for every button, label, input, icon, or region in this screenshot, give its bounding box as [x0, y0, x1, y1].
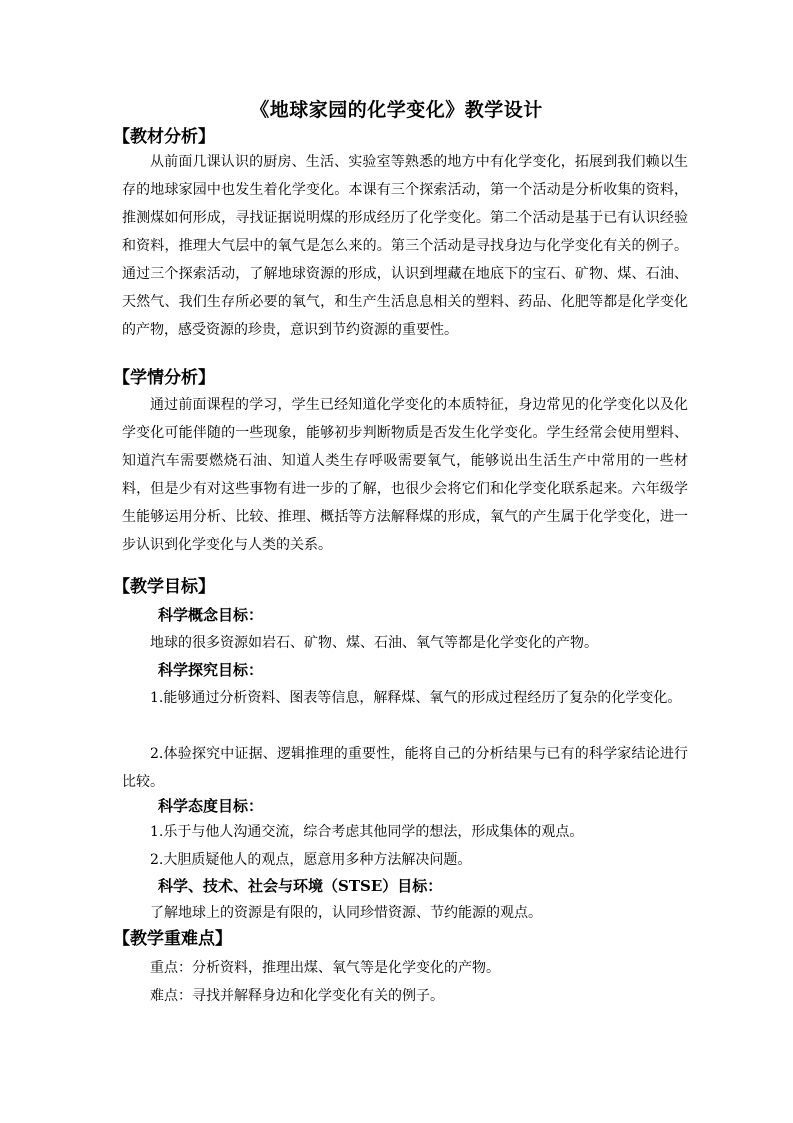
section-heading-student-analysis: 【学情分析】	[113, 368, 215, 388]
section-heading-textbook-analysis: 【教材分析】	[113, 127, 215, 147]
attitude-goal-heading: 科学态度目标：	[158, 797, 264, 815]
stse-goal-heading: 科学、技术、社会与环境（STSE）目标：	[158, 877, 443, 895]
inquiry-goal-item-2: 2.体验探究中证据、逻辑推理的重要性，能将自己的分析结果与已有的科学家结论进行比较。	[122, 746, 688, 790]
section-heading-teaching-goals: 【教学目标】	[113, 577, 215, 597]
attitude-goal-item-1: 1.乐于与他人沟通交流，综合考虑其他同学的想法，形成集体的观点。	[150, 824, 584, 840]
stse-goal-text: 了解地球上的资源是有限的，认同珍惜资源、节约能源的观点。	[150, 905, 542, 921]
student-analysis-paragraph: 通过前面课程的学习，学生已经知道化学变化的本质特征，身边常见的化学变化以及化学变化可能伴随的一些现象，能够初步判断物质是否发生化学变化。学生经常会使用塑料、知道汽车需要燃烧石油、知道人类生存呼吸需要氧气，能够说出生活生产中常用的一些材料，但是少有对这些事物有进一步的了解，也很少会将它们和化学变化联系起来。六年级学生能够运用分析、比较、推理、概括等方法解释煤的形成，氧气的产生属于化学变化，进一步认识到化学变化与人类的关系。	[122, 397, 688, 553]
attitude-goal-item-2: 2.大胆质疑他人的观点，愿意用多种方法解决问题。	[150, 852, 472, 868]
inquiry-goal-item-1: 1.能够通过分析资料、图表等信息，解释煤、氧气的形成过程经历了复杂的化学变化。	[150, 690, 682, 706]
concept-goal-text: 地球的很多资源如岩石、矿物、煤、石油、氧气等都是化学变化的产物。	[150, 635, 598, 651]
document-title: 《地球家园的化学变化》教学设计	[250, 99, 543, 121]
section-heading-key-points: 【教学重难点】	[113, 929, 232, 949]
inquiry-goal-heading: 科学探究目标：	[158, 661, 264, 679]
key-point-text: 重点：分析资料，推理出煤、氧气等是化学变化的产物。	[150, 960, 500, 976]
difficult-point-text: 难点：寻找并解释身边和化学变化有关的例子。	[150, 988, 444, 1004]
concept-goal-heading: 科学概念目标：	[158, 606, 264, 624]
textbook-analysis-paragraph: 从前面几课认识的厨房、生活、实验室等熟悉的地方中有化学变化，拓展到我们赖以生存的地球家园中也发生着化学变化。本课有三个探索活动，第一个活动是分析收集的资料，推测煤如何形成，寻找证据说明煤的形成经历了化学变化。第二个活动是基于已有认识经验和资料，推理大气层中的氧气是怎么来的。第三个活动是寻找身边与化学变化有关的例子。通过三个探索活动，了解地球资源的形成，认识到埋藏在地底下的宝石、矿物、煤、石油、天然气、我们生存所必要的氧气，和生产生活息息相关的塑料、药品、化肥等都是化学变化的产物，感受资源的珍贵，意识到节约资源的重要性。	[122, 154, 688, 338]
